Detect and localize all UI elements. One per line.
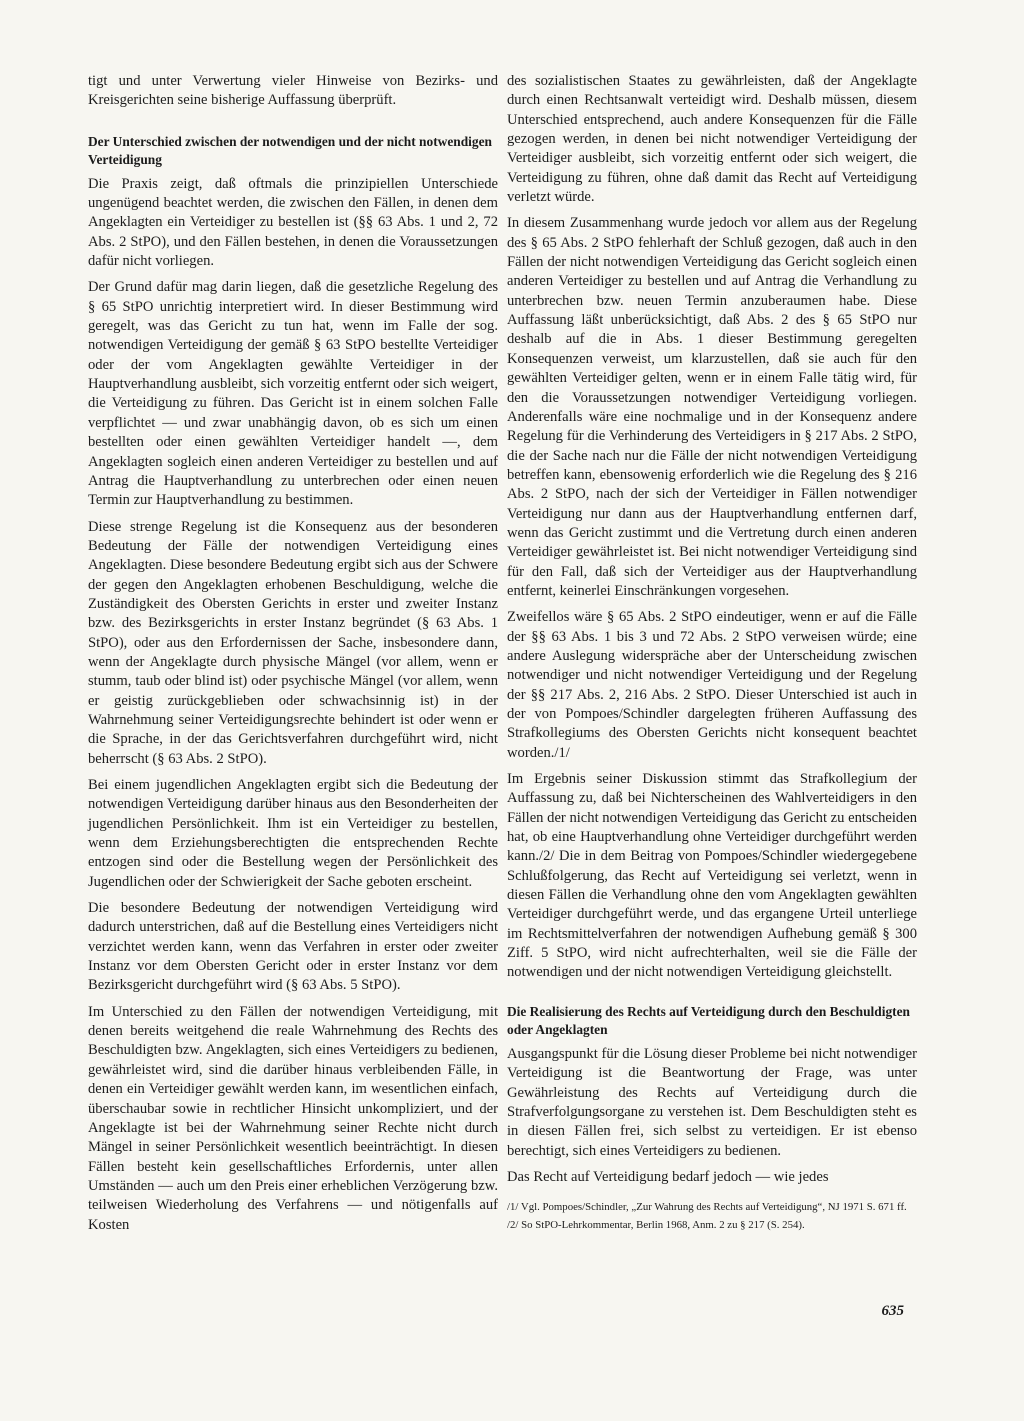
paragraph: In diesem Zusammenhang wurde jedoch vor allem aus der Regelung des § 65 Abs. 2 StPO fehlerhaft der Schluß gezogen, daß auch in den Fällen der nicht notwendigen Verteidigung das Gericht sogleich einen anderen Verteidiger zu bestellen und auf Antrag die Verhandlung zu unterbrechen bzw. neuen Termin anzuberaumen habe. Diese Auffassung läßt unberücksichtigt, daß Abs. 2 des § 65 StPO nur deshalb auf die in Abs. 1 dieser Bestimmung geregelten Konsequenzen verweist, um klarzustellen, daß sie auch für den gewählten Verteidiger gelten, wenn er in einem Falle tätig wird, für den die Voraussetzungen notwendiger Verteidigung vorliegen. Anderenfalls wäre eine nochmalige und in der Konsequenz andere Regelung für die Verhinderung des Verteidigers in § 217 Abs. 2 StPO, die der Sache nach nur die Fälle der nicht notwendigen Verteidigung betreffen kann, ebensowenig erforderlich wie die Regelung des § 216 Abs. 2 StPO, nach der sich der Verteidiger in Fällen notwendiger Verteidigung nur dann aus der Hauptverhandlung entfernen darf, wenn das Gericht zustimmt und die Vertretung durch einen anderen Verteidiger gewährleistet ist. Bei nicht notwendiger Verteidigung sind für den Fall, daß sich der Verteidiger aus der Hauptverhandlung entfernt, keinerlei Einschränkungen vorgesehen.	[507, 215, 917, 599]
paragraph: Im Ergebnis seiner Diskussion stimmt das Strafkollegium der Auffassung zu, daß bei Nichterscheinen des Wahlverteidigers in den Fällen der nicht notwendigen Verteidigung das Gericht zu entscheiden hat, ob eine Hauptverhandlung ohne Verteidiger durchgeführt werden kann./2/ Die in dem Beitrag von Pompoes/Schindler wiedergegebene Schlußfolgerung, das Recht auf Verteidigung sei verletzt, wenn in diesen Fällen die Verhandlung ohne den vom Angeklagten gewählten Verteidiger durchgeführt werde, und das ergangene Urteil unterliege im Rechtsmittelverfahren der notwendigen Aufhebung gemäß § 300 Ziff. 5 StPO, wird nicht aufrechterhalten, weil sie die Fälle der notwendigen und der nicht notwendigen Verteidigung gleichstellt.	[507, 771, 917, 981]
paragraph: Der Grund dafür mag darin liegen, daß die gesetzliche Regelung des § 65 StPO unrichtig interpretiert wird. In dieser Bestimmung wird geregelt, was das Gericht zu tun hat, wenn im Falle der sog. notwendigen Verteidigung der gemäß § 63 StPO bestellte Verteidiger oder der vom Angeklagten gewählte Verteidiger in der Hauptverhandlung ausbleibt, sich vorzeitig entfernt oder sich weigert, die Verteidigung zu führen. Das Gericht ist in einem solchen Falle verpflichtet — und zwar unabhängig davon, ob es sich um einen bestellten oder einen gewählten Verteidiger handelt —, dem Angeklagten sogleich einen anderen Verteidiger zu bestellen und auf Antrag die Hauptverhandlung zu unterbrechen oder einen neuen Termin zur Hauptverhandlung zu bestimmen.	[88, 279, 498, 509]
section-heading: Der Unterschied zwischen der notwendigen und der nicht notwendigen Verteidigung	[88, 133, 492, 167]
paragraph: Ausgangspunkt für die Lösung dieser Probleme bei nicht notwendiger Verteidigung ist die Beantwortung der Frage, was unter Gewährleistung des Rechts auf Verteidigung durch die Strafverfolgungsorgane zu verstehen ist. Dem Beschuldigten steht es in diesen Fällen frei, sich selbst zu verteidigen. Er ist ebenso berechtigt, sich eines Verteidigers zu bedienen.	[507, 1045, 917, 1159]
paragraph: Im Unterschied zu den Fällen der notwendigen Verteidigung, mit denen bereits weitgehend die reale Wahrnehmung des Rechts des Beschuldigten bzw. Angeklagten, sich eines Verteidigers zu bedienen, gewährleistet wird, sind die darüber hinaus verbleibenden Fälle, in denen ein Verteidiger gewählt werden kann, im wesentlichen einfach, überschaubar sowie in rechtlicher Hinsicht unkompliziert, und der Angeklagte ist bei der Wahrnehmung seiner Rechte nicht durch Mängel in seiner Persönlichkeit wesentlich beeinträchtigt. In diesen Fällen besteht kein gesellschaftliches Erfordernis, unter allen Umständen — auch um den Preis einer erheblichen Verzögerung bzw. teilweisen Wiederholung des Verfahrens — und nötigenfalls auf Kosten	[88, 1003, 498, 1233]
paragraph: des sozialistischen Staates zu gewährleisten, daß der Angeklagte durch einen Rechtsanwalt verteidigt wird. Deshalb müssen, diesem Unterschied entsprechend, auch andere Konsequenzen für die Fälle gezogen werden, in denen bei nicht notwendiger Verteidigung der Verteidiger ausbleibt, sich vorzeitig entfernt oder sich weigert, die Verteidigung zu führen, ohne daß damit das Recht auf Verteidigung verletzt würde.	[507, 73, 917, 206]
paragraph: tigt und unter Verwertung vieler Hinweise von Bezirks- und Kreisgerichten seine bisherige Auffassung überprüft.	[88, 73, 498, 109]
paragraph: Bei einem jugendlichen Angeklagten ergibt sich die Bedeutung der notwendigen Verteidigung darüber hinaus aus den Besonderheiten der jugendlichen Persönlichkeit. Ihm ist ein Verteidiger zu bestellen, wenn dem Erziehungsberechtigten die entsprechenden Rechte entzogen sind oder die Bestellung wegen der Persönlichkeit des Jugendlichen oder der Schwierigkeit der Sache geboten erscheint.	[88, 777, 498, 890]
paragraph: Die Praxis zeigt, daß oftmals die prinzipiellen Unterschiede ungenügend beachtet werden, die zwischen den Fällen, in denen dem Angeklagten ein Verteidiger zu bestellen ist (§§ 63 Abs. 1 und 2, 72 Abs. 2 StPO), und den Fällen bestehen, in denen die Voraussetzungen dafür nicht vorliegen.	[88, 175, 498, 270]
left-column	[88, 72, 498, 1242]
paragraph: Zweifellos wäre § 65 Abs. 2 StPO eindeutiger, wenn er auf die Fälle der §§ 63 Abs. 1 bis 3 und 72 Abs. 2 StPO verweisen würde; eine andere Auslegung widerspräche aber der Unterscheidung zwischen notwendiger und nicht notwendiger Verteidigung und der Regelung der §§ 217 Abs. 2, 216 Abs. 2 StPO. Dieser Unterschied ist auch in der von Pompoes/Schindler dargelegten früheren Auffassung des Strafkollegiums des Obersten Gerichts nicht konsequent beachtet worden./1/	[507, 609, 917, 761]
paragraph: Das Recht auf Verteidigung bedarf jedoch — wie jedes	[507, 1168, 829, 1185]
paragraph: Die besondere Bedeutung der notwendigen Verteidigung wird dadurch unterstrichen, daß auf die Bestellung eines Verteidigers nicht verzichtet werden kann, wenn das Verfahren in erster oder zweiter Instanz vor dem Obersten Gericht oder in erster Instanz vor dem Bezirksgericht durchgeführt wird (§ 63 Abs. 5 StPO).	[88, 900, 498, 994]
paragraph: Diese strenge Regelung ist die Konsequenz aus der besonderen Bedeutung der Fälle der notwendigen Verteidigung eines Angeklagten. Diese besondere Bedeutung ergibt sich aus der Schwere der gegen den Angeklagten erhobenen Beschuldigung, welche die Zuständigkeit des Obersten Gerichts in erster und zweiter Instanz bzw. des Bezirksgerichts in erster Instanz begründet (§ 63 Abs. 1 StPO), oder aus den Erfordernissen der Sache, insbesondere dann, wenn der Angeklagte durch physische Mängel (vor allem, wenn er stumm, taub oder blind ist) oder psychische Mängel (vor allem, wenn er geistig zurückgeblieben oder schwachsinnig ist) in der Wahrnehmung seiner Verteidigungsrechte behindert ist oder wenn er die Sprache, in der das Gerichtsverfahren durchgeführt wird, nicht beherrscht (§ 63 Abs. 2 StPO).	[88, 518, 498, 767]
page-number: 635	[881, 1303, 904, 1319]
footnote: /1/ Vgl. Pompoes/Schindler, „Zur Wahrung des Rechts auf Verteidigung“, NJ 1971 S. 671 ff.	[507, 1201, 907, 1214]
right-column	[507, 72, 917, 1237]
footnote: /2/ So StPO-Lehrkommentar, Berlin 1968, Anm. 2 zu § 217 (S. 254).	[507, 1219, 805, 1232]
section-heading: Die Realisierung des Rechts auf Verteidigung durch den Beschuldigten oder Angeklagten	[507, 1003, 910, 1037]
footnotes	[507, 1201, 917, 1232]
